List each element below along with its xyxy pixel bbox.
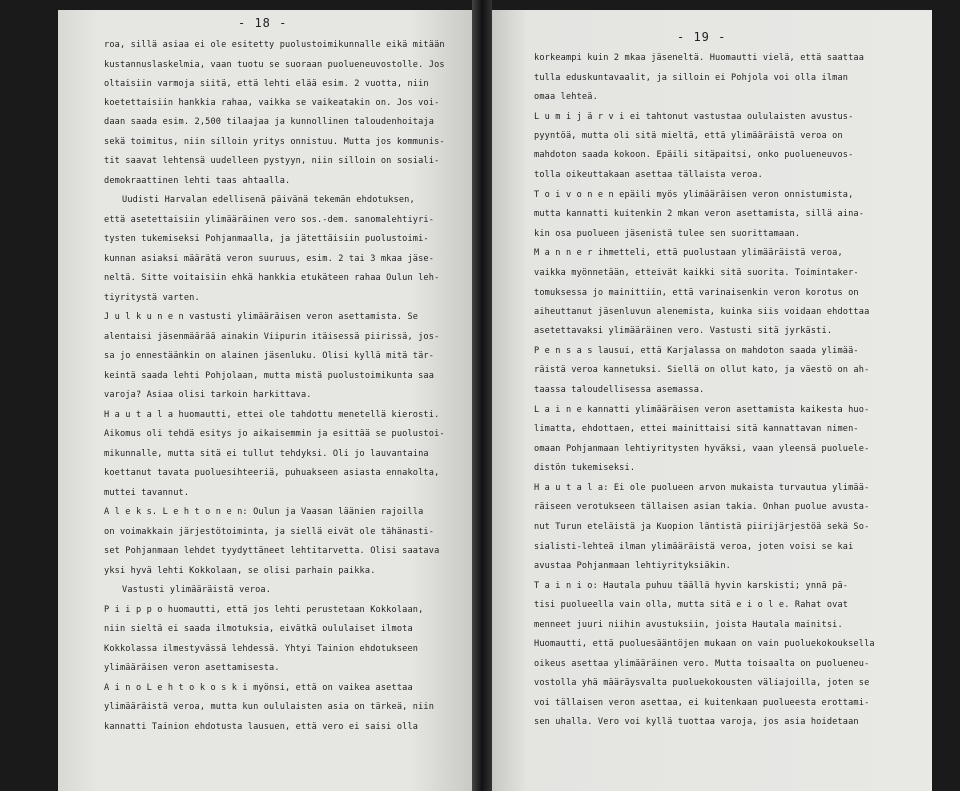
text-line: Kokkolassa ilmestyvässä lehdessä. Yhtyi Tainion ehdotukseen: [104, 644, 419, 654]
text-line: roa, sillä asiaa ei ole esitetty puolustoimikunnalle eikä mitään: [104, 40, 445, 50]
text-line: kannatti Tainion ehdotusta lausuen, että vero ei saisi olla: [104, 722, 419, 732]
text-line: demokraattinen lehti taas ahtaalla.: [104, 176, 291, 186]
text-line: voi tällaisen veron asettaa, ei kuitenkaan puolueesta erottami-: [534, 698, 870, 708]
text-line: tolla oikeuttakaan asettaa tällaista veroa.: [534, 170, 763, 180]
text-line: kustannuslaskelmia, vaan tuotu se suoraan puolueneuvostolle. Jos: [104, 60, 445, 70]
right-page: [492, 10, 932, 791]
text-line: räistä veroa kannetuksi. Siellä on ollut kato, ja väestö on ah-: [534, 365, 870, 375]
text-line: muttei tavannut.: [104, 488, 190, 498]
text-line: limatta, ehdottaen, ettei mainittaisi sitä kannattavan nimen-: [534, 424, 859, 434]
text-line: keintä saada lehti Pohjolaan, mutta mistä puolustoimikunta saa: [104, 371, 435, 381]
text-line: L u m i j ä r v i ei tahtonut vastustaa oululaisten avustus-: [534, 112, 854, 122]
text-line: vostolla yhä määräysvalta puoluekokousten väliajoilla, joten se: [534, 678, 870, 688]
text-line: tit saavat lehtensä uudelleen pystyyn, niin silloin on sosiali-: [104, 156, 440, 166]
text-line: T a i n i o: Hautala puhuu täällä hyvin karskisti; ynnä pä-: [534, 581, 849, 591]
text-line: mahdoton saada kokoon. Epäili sitäpaitsi, onko puolueneuvos-: [534, 150, 854, 160]
text-line: niin sieltä ei saada ilmotuksia, eivätkä oululaiset ilmota: [104, 624, 413, 634]
text-line: Aikomus oli tehdä esitys jo aikaisemmin ja esittää se puolustoi-: [104, 429, 445, 439]
text-line: P i i p p o huomautti, että jos lehti perustetaan Kokkolaan,: [104, 605, 424, 615]
text-line: oltaisiin varmoja siitä, että lehti elää esim. 2 vuotta, niin: [104, 79, 429, 89]
text-line: ylimääräisen veron asettamisesta.: [104, 663, 280, 673]
text-line: M a n n e r ihmetteli, että puolustaan ylimääräistä veroa,: [534, 248, 843, 258]
text-line: sialisti-lehteä ilman ylimääräistä veroa, joten voisi se kai: [534, 542, 854, 552]
text-line: koetettaisiin hankkia rahaa, vaikka se vaikeatakin on. Jos voi-: [104, 98, 440, 108]
text-line: A i n o L e h t o k o s k i myönsi, että on vaikea asettaa: [104, 683, 413, 693]
text-line: set Pohjanmaan lehdet tyydyttäneet lehtitarvetta. Olisi saatava: [104, 546, 440, 556]
text-line: asetettavaksi ylimääräinen vero. Vastusti sitä jyrkästi.: [534, 326, 833, 336]
text-line: on voimakkain järjestötoiminta, ja siellä eivät ole tähänasti-: [104, 527, 435, 537]
text-line: kin osa puolueen jäsenistä tulee sen suorittamaan.: [534, 229, 801, 239]
text-line: aiheuttanut jäsenluvun alenemista, kuinka siis voidaan ehdottaa: [534, 307, 870, 317]
text-line: menneet juuri niihin avustuksiin, joista Hautala mainitsi.: [534, 620, 843, 630]
text-line: että asetettaisiin ylimääräinen vero sos.-dem. sanomalehtiyri-: [104, 215, 435, 225]
text-line: räiseen verotukseen tällaisen asian takia. Onhan puolue avusta-: [534, 502, 870, 512]
text-line: neltä. Sitte voitaisiin ehkä hankkia etukäteen rahaa Oulun leh-: [104, 273, 440, 283]
text-line: korkeampi kuin 2 mkaa jäseneltä. Huomautti vielä, että saattaa: [534, 53, 865, 63]
text-line: tisi puolueella vain olla, mutta sitä e i o l e. Rahat ovat: [534, 600, 849, 610]
text-line: H a u t a l a: Ei ole puolueen arvon mukaista turvautua ylimää-: [534, 483, 870, 493]
text-line: omaa lehteä.: [534, 92, 598, 102]
text-line: A l e k s. L e h t o n e n: Oulun ja Vaasan läänien rajoilla: [104, 507, 424, 517]
text-line: pyyntöä, mutta oli sitä mieltä, että ylimääräistä veroa on: [534, 131, 843, 141]
text-line: ylimääräistä veroa, mutta kun oululaisten asia on tärkeä, niin: [104, 702, 435, 712]
text-line: sa jo ennestäänkin on alainen jäsenluku. Olisi kyllä mitä tär-: [104, 351, 435, 361]
text-line: kunnan asiaksi määrätä veron suuruus, esim. 2 tai 3 mkaa jäse-: [104, 254, 435, 264]
text-line: yksi hyvä lehti Kokkolaan, se olisi parhain paikka.: [104, 566, 376, 576]
page-number-left: - 18 -: [238, 16, 288, 30]
text-line: avustaa Pohjanmaan lehtiyrityksiäkin.: [534, 561, 731, 571]
text-line: taassa taloudellisessa asemassa.: [534, 385, 705, 395]
page-number-right: - 19 -: [677, 30, 727, 44]
text-line: T o i v o n e n epäili myös ylimääräisen veron onnistumista,: [534, 190, 854, 200]
text-line: Uudisti Harvalan edellisenä päivänä tekemän ehdotuksen,: [122, 195, 415, 205]
text-line: nut Turun eteläistä ja Kuopion läntistä piirijärjestöä sekä So-: [534, 522, 870, 532]
text-line: L a i n e kannatti ylimääräisen veron asettamista kaikesta huo-: [534, 405, 870, 415]
text-line: tysten tukemiseksi Pohjanmaalla, ja jätettäisiin puolustoimi-: [104, 234, 429, 244]
text-line: distön tukemiseksi.: [534, 463, 636, 473]
text-line: tulla eduskuntavaalit, ja silloin ei Pohjola voi olla ilman: [534, 73, 849, 83]
text-line: P e n s a s lausui, että Karjalassa on mahdoton saada ylimää-: [534, 346, 859, 356]
text-line: daan saada esim. 2,500 tilaajaa ja kunnollinen taloudenhoitaja: [104, 117, 435, 127]
left-page: [58, 10, 472, 791]
text-line: Vastusti ylimääräistä veroa.: [122, 585, 272, 595]
text-line: alentaisi jäsenmäärää ainakin Viipurin itäisessä piirissä, jos-: [104, 332, 440, 342]
text-line: mutta kannatti kuitenkin 2 mkan veron asettamista, sillä aina-: [534, 209, 865, 219]
book-gutter: [472, 0, 492, 791]
text-line: sekä toimitus, niin silloin yritys onnistuu. Mutta jos kommunis-: [104, 137, 445, 147]
text-line: omaan Pohjanmaan lehtiyritysten hyväksi, vaan yleensä puoluele-: [534, 444, 870, 454]
text-line: sen uhalla. Vero voi kyllä tuottaa varoja, jos asia hoidetaan: [534, 717, 859, 727]
text-line: koettanut tavata puoluesihteeriä, puhuakseen asiasta ennakolta,: [104, 468, 440, 478]
text-line: Huomautti, että puoluesääntöjen mukaan on vain puoluekokouksella: [534, 639, 875, 649]
text-line: tiyritystä varten.: [104, 293, 200, 303]
text-line: tomuksessa jo mainittiin, että varinaisenkin veron korotus on: [534, 288, 859, 298]
text-line: oikeus asettaa ylimääräinen vero. Mutta toisaalta on puolueneu-: [534, 659, 870, 669]
text-line: vaikka myönnetään, etteivät kaikki sitä suorita. Toimintaker-: [534, 268, 859, 278]
text-line: J u l k u n e n vastusti ylimääräisen veron asettamista. Se: [104, 312, 419, 322]
text-line: mikunnalle, mutta sitä ei tullut tehdyksi. Oli jo lauvantaina: [104, 449, 429, 459]
text-line: varoja? Asiaa olisi tarkoin harkittava.: [104, 390, 312, 400]
text-line: H a u t a l a huomautti, ettei ole tahdottu menetellä kierosti.: [104, 410, 440, 420]
